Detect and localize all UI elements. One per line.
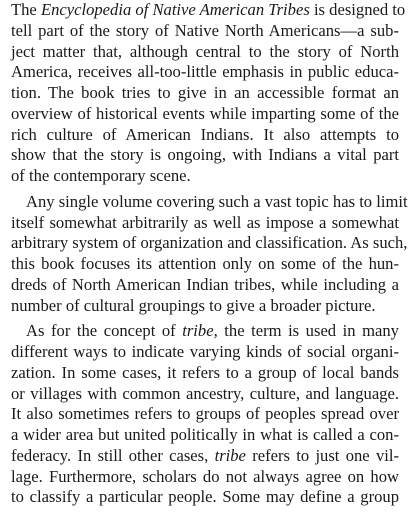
text-line: [11, 0, 406, 21]
text-run: is designed to: [309, 0, 406, 19]
text-line: different ways to indicate varying kinds of social organi-: [11, 342, 399, 361]
text-line: [11, 321, 399, 342]
text-line: overview of historical events while imparting some of the: [11, 103, 399, 123]
text-line: this book focuses its attention only on some of the hun-: [11, 254, 399, 273]
text-line: lage. Furthermore, scholars do not always agree on how: [11, 466, 399, 486]
text-line: It also sometimes refers to groups of peoples spread over: [11, 404, 399, 424]
text-line: or villages with common ancestry, culture, and language.: [11, 383, 399, 403]
text-line: zation. In some cases, it refers to a group of local bands: [11, 362, 399, 382]
text-line: show that the story is ongoing, with Indians a vital part: [11, 145, 399, 165]
text-line: of the contemporary scene.: [11, 166, 191, 185]
text-line: [11, 446, 399, 467]
text-line: a wider area but united politically in what is called a con-: [11, 425, 399, 444]
text-line: to classify a particular people. Some may define a group: [11, 487, 399, 507]
text-run: federacy. In still other cases,: [11, 445, 215, 465]
text-line: itself somewhat arbitrarily as well as impose a somewhat: [11, 212, 399, 232]
emphasized-term: tribe,: [182, 321, 218, 341]
paragraph-2: [11, 191, 408, 317]
text-line: tion. The book tries to give in an accessible format an: [11, 83, 399, 102]
emphasized-term: tribe: [214, 445, 246, 465]
book-title: Encyclopedia of Native American Tribes: [40, 0, 310, 19]
text-line: dreds of North American Indian tribes, while including a: [11, 274, 399, 294]
text-line: Any single volume covering such a vast topic has to limit: [26, 191, 408, 211]
paragraph-3: [11, 321, 399, 508]
text-run: refers to just one vil-: [245, 445, 399, 465]
text-line: ject matter that, although central to the story of North: [11, 41, 399, 61]
paragraph-1: [11, 0, 406, 187]
text-line: rich culture of American Indians. It also attempts to: [11, 124, 399, 144]
text-run: the term is used in many: [217, 321, 399, 341]
text-line: America, receives all-too-little emphasis in public educa-: [11, 62, 399, 82]
text-run: The: [11, 0, 41, 19]
text-line: number of cultural groupings to give a broader picture.: [11, 295, 376, 315]
text-line: arbitrary system of organization and classification. As such,: [11, 233, 408, 253]
text-line: tell part of the story of Native North Americans—a sub-: [11, 20, 399, 40]
document-page: [11, 0, 408, 508]
text-run: As for the concept of: [26, 321, 183, 341]
